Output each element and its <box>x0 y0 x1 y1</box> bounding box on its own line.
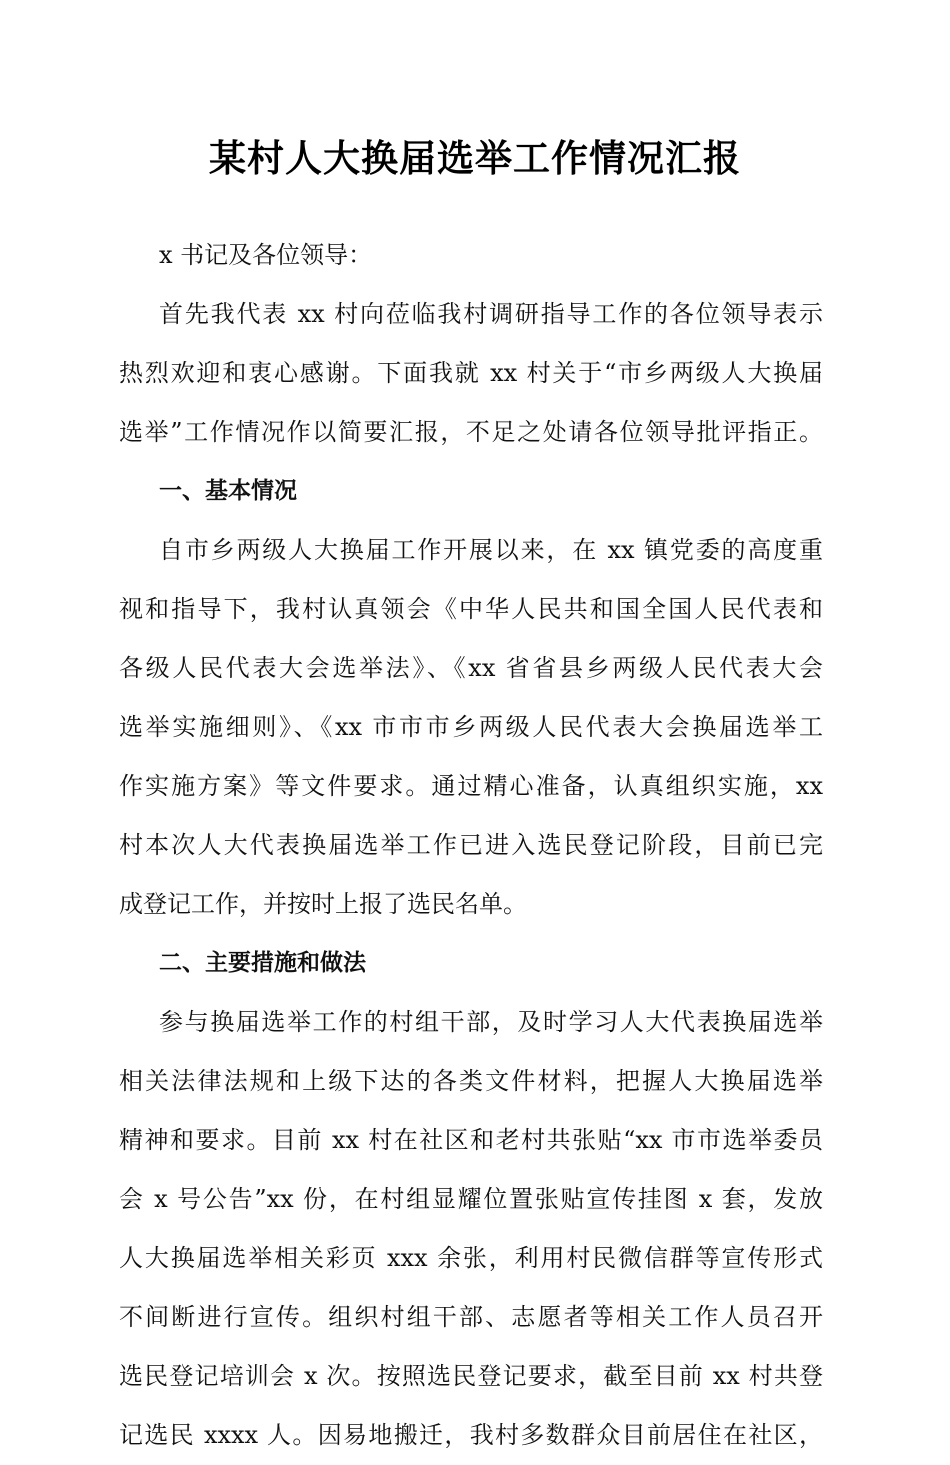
paragraph-line: 会 x 号公告”xx 份，在村组显耀位置张贴宣传挂图 x 套，发放 <box>119 1185 823 1213</box>
intro-paragraph <box>119 285 823 462</box>
paragraph-line: 成登记工作，并按时上报了选民名单。 <box>119 890 527 918</box>
paragraph-line: 记选民 xxxx 人。因易地搬迁，我村多数群众目前居住在社区， <box>119 1421 823 1449</box>
paragraph-line: 相关法律法规和上级下达的各类文件材料，把握人大换届选举 <box>119 1067 823 1095</box>
paragraph-line: 村本次人大代表换届选举工作已进入选民登记阶段，目前已完 <box>119 831 823 859</box>
document-body <box>119 226 823 1465</box>
section-heading: 二、主要措施和做法 <box>159 950 366 976</box>
section-paragraph <box>119 521 823 934</box>
paragraph-line: 参与换届选举工作的村组干部，及时学习人大代表换届选举 <box>159 1008 823 1036</box>
paragraph-line: 作实施方案》等文件要求。通过精心准备，认真组织实施，xx <box>119 772 823 800</box>
paragraph-line: 各级人民代表大会选举法》、《xx 省省县乡两级人民代表大会 <box>119 654 823 682</box>
paragraph-line: 选举”工作情况作以简要汇报，不足之处请各位领导批评指正。 <box>119 418 823 446</box>
paragraph-line: 首先我代表 xx 村向莅临我村调研指导工作的各位领导表示 <box>159 300 823 328</box>
paragraph-line: 人大换届选举相关彩页 xxx 余张，利用村民微信群等宣传形式 <box>119 1244 823 1272</box>
salutation: x 书记及各位领导： <box>159 241 373 269</box>
paragraph-line: 视和指导下，我村认真领会《中华人民共和国全国人民代表和 <box>119 595 823 623</box>
paragraph-line: 精神和要求。目前 xx 村在社区和老村共张贴“xx 市市选举委员 <box>119 1126 823 1154</box>
paragraph-line: 热烈欢迎和衷心感谢。下面我就 xx 村关于“市乡两级人大换届 <box>119 359 823 387</box>
paragraph-line: 自市乡两级人大换届工作开展以来，在 xx 镇党委的高度重 <box>159 536 823 564</box>
paragraph-line: 不间断进行宣传。组织村组干部、志愿者等相关工作人员召开 <box>119 1303 823 1331</box>
paragraph-line: 选举实施细则》、《xx 市市市乡两级人民代表大会换届选举工 <box>119 713 823 741</box>
document-title: 某村人大换届选举工作情况汇报 <box>209 136 741 180</box>
section-heading: 一、基本情况 <box>159 478 297 504</box>
section-paragraph <box>119 993 823 1465</box>
paragraph-line: 选民登记培训会 x 次。按照选民登记要求，截至目前 xx 村共登 <box>119 1362 823 1390</box>
